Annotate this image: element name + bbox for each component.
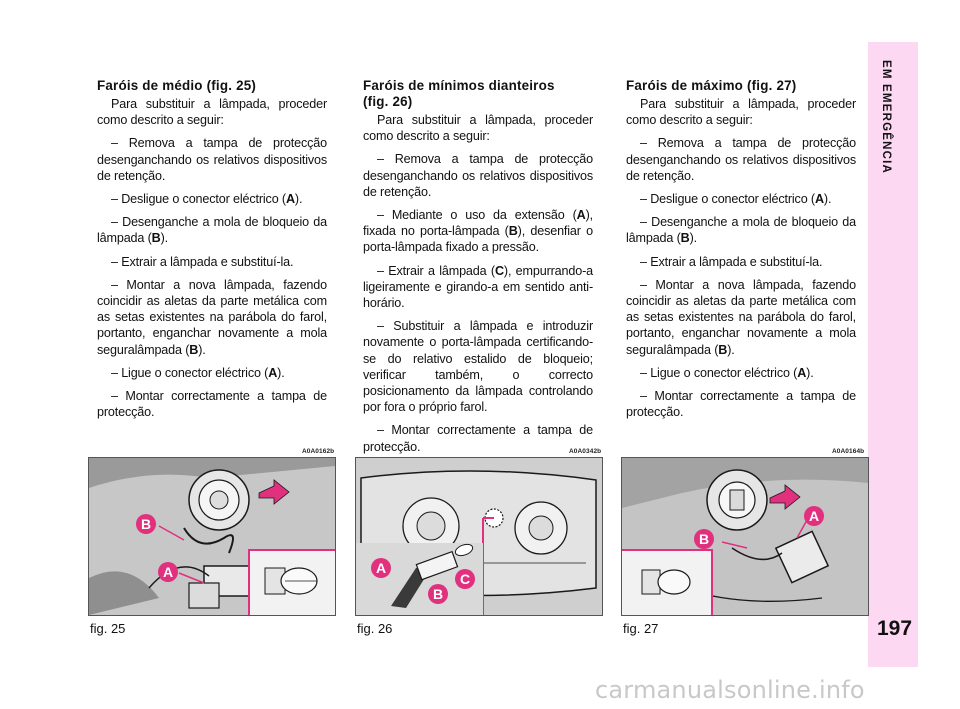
paragraph: – Desenganche a mola de bloqueio da lâmpada (B). [626, 215, 856, 246]
figure-code: A0A0162b [302, 448, 335, 455]
paragraph: – Remova a tampa de protecção desenganchando os relativos dispositivos de retenção. [97, 136, 327, 183]
paragraph: – Ligue o conector eléctrico (A). [111, 365, 285, 380]
paragraph: – Montar a nova lâmpada, fazendo coincidir as aletas da parte metálica com as setas existentes na parábola do farol, portanto, enganchar novamente a mola seguralâmpada (B). [97, 277, 327, 357]
section-title: Faróis de mínimos dianteiros (fig. 26) [363, 78, 555, 109]
callout-label: A [162, 564, 174, 580]
figure-caption: fig. 26 [357, 621, 393, 636]
section-title: Faróis de médio (fig. 25) [97, 78, 257, 93]
paragraph: – Ligue o conector eléctrico (A). [640, 365, 814, 380]
callout-label: B [698, 531, 710, 547]
paragraph: – Montar correctamente a tampa de protecção. [97, 389, 327, 420]
paragraph: – Mediante o uso da extensão (A), fixada no porta-lâmpada (B), desenfiar o porta-lâmpada fixado a pressão. [363, 208, 593, 255]
figure-code: A0A0164b [832, 448, 865, 455]
figure-27-illustration [621, 457, 869, 616]
callout-label: A [808, 508, 820, 524]
high-beam-diagram [622, 458, 868, 615]
column-parking-lights [363, 78, 593, 462]
sidebar-band [868, 42, 918, 667]
section-title: Faróis de máximo (fig. 27) [626, 78, 797, 93]
paragraph: – Montar a nova lâmpada, fazendo coincidir as aletas da parte metálica com as setas existentes na parábola do farol, portanto, enganchar novamente a mola seguralâmpada (B). [626, 277, 856, 357]
callout-label: B [140, 516, 152, 532]
paragraph: – Remova a tampa de protecção desenganchando os relativos dispositivos de retenção. [363, 152, 593, 199]
paragraph: Para substituir a lâmpada, proceder como descrito a seguir: [97, 97, 327, 128]
figure-caption: fig. 27 [623, 621, 659, 636]
section-label: EM EMERGÊNCIA [880, 60, 892, 174]
callout-label: B [432, 586, 444, 602]
paragraph: – Desligue o conector eléctrico (A). [111, 192, 303, 207]
paragraph: – Remova a tampa de protecção desenganchando os relativos dispositivos de retenção. [626, 136, 856, 183]
paragraph: – Montar correctamente a tampa de protecção. [626, 389, 856, 420]
paragraph: Para substituir a lâmpada, proceder como descrito a seguir: [363, 113, 593, 144]
figure-code: A0A0342b [569, 448, 602, 455]
parking-light-diagram [356, 458, 602, 615]
figure-26-illustration [355, 457, 603, 616]
page-number: 197 [877, 617, 913, 640]
paragraph: – Extrair a lâmpada e substituí-la. [111, 254, 294, 269]
figure-caption: fig. 25 [90, 621, 126, 636]
low-beam-diagram [89, 458, 335, 615]
paragraph: – Substituir a lâmpada e introduzir novamente o porta-lâmpada certificando-se do relativo estalido de bloqueio; verificar também, o correcto posicionamento da lâmpada controlando por fora o próprio farol. [363, 319, 593, 415]
callout-label: A [375, 560, 387, 576]
paragraph: – Extrair a lâmpada (C), empurrando-a ligeiramente e girando-a em sentido anti-horário. [363, 263, 593, 311]
paragraph: Para substituir a lâmpada, proceder como descrito a seguir: [626, 97, 856, 128]
watermark-text: carmanualsonline.info [595, 676, 865, 704]
column-high-beam [626, 78, 856, 427]
column-low-beam [97, 78, 327, 427]
paragraph: – Desenganche a mola de bloqueio da lâmpada (B). [97, 215, 327, 246]
figure-25-illustration [88, 457, 336, 616]
paragraph: – Montar correctamente a tampa de protecção. [363, 423, 593, 454]
paragraph: – Extrair a lâmpada e substituí-la. [640, 254, 823, 269]
paragraph: – Desligue o conector eléctrico (A). [640, 192, 832, 207]
callout-label: C [459, 571, 471, 587]
